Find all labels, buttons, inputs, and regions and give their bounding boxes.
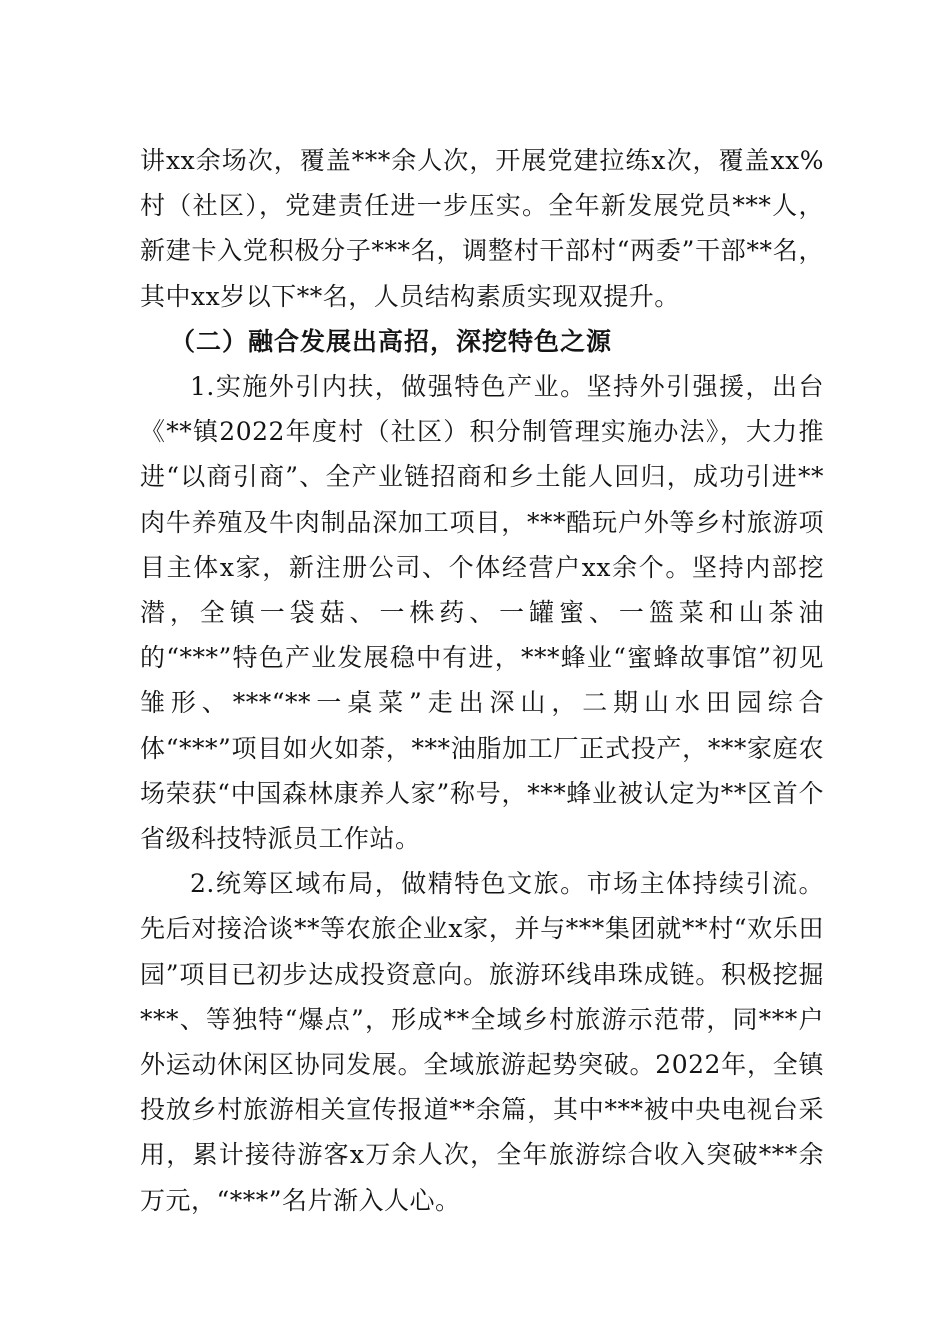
paragraph-tourism — [140, 861, 824, 1223]
item-title-industry: 1.实施外引内扶，做强特色产业。 — [190, 372, 587, 402]
paragraph-industry — [140, 364, 824, 861]
document-body — [140, 138, 824, 1223]
item-body-industry: 坚持外引强援，出台《**镇2022年度村（社区）积分制管理实施办法》，大力推进“以商引商”、全产业链招商和乡土能人回归，成功引进**肉牛养殖及牛肉制品深加工项目，***酷玩户外等乡村旅游项目主体x家，新注册公司、个体经营户xx余个。坚持内部挖潜，全镇一袋菇、一株药、一罐蜜、一篮菜和山茶油的“***”特色产业发展稳中有进，***蜂业“蜜蜂故事馆”初见雏形、***“**一桌菜”走出深山，二期山水田园综合体“***”项目如火如荼，***油脂加工厂正式投产，***家庭农场荣获“中国森林康养人家”称号，***蜂业被认定为**区首个省级科技特派员工作站。 — [140, 372, 824, 854]
paragraph-party-building: 讲xx余场次，覆盖***余人次，开展党建拉练x次，覆盖xx%村（社区），党建责任进一步压实。全年新发展党员***人，新建卡入党积极分子***名，调整村干部村“两委”干部**名，其中xx岁以下**名，人员结构素质实现双提升。 — [140, 146, 824, 311]
item-title-tourism: 2.统筹区域布局，做精特色文旅。 — [190, 869, 587, 899]
item-body-tourism: 市场主体持续引流。先后对接洽谈**等农旅企业x家，并与***集团就**村“欢乐田园”项目已初步达成投资意向。旅游环线串珠成链。积极挖掘***、等独特“爆点”，形成**全域乡村旅游示范带，同***户外运动休闲区协同发展。全域旅游起势突破。2022年，全镇投放乡村旅游相关宣传报道**余篇，其中***被中央电视台采用，累计接待游客x万余人次，全年旅游综合收入突破***余万元，“***”名片渐入人心。 — [140, 869, 824, 1215]
section-heading: （二）融合发展出高招，深挖特色之源 — [170, 326, 613, 356]
